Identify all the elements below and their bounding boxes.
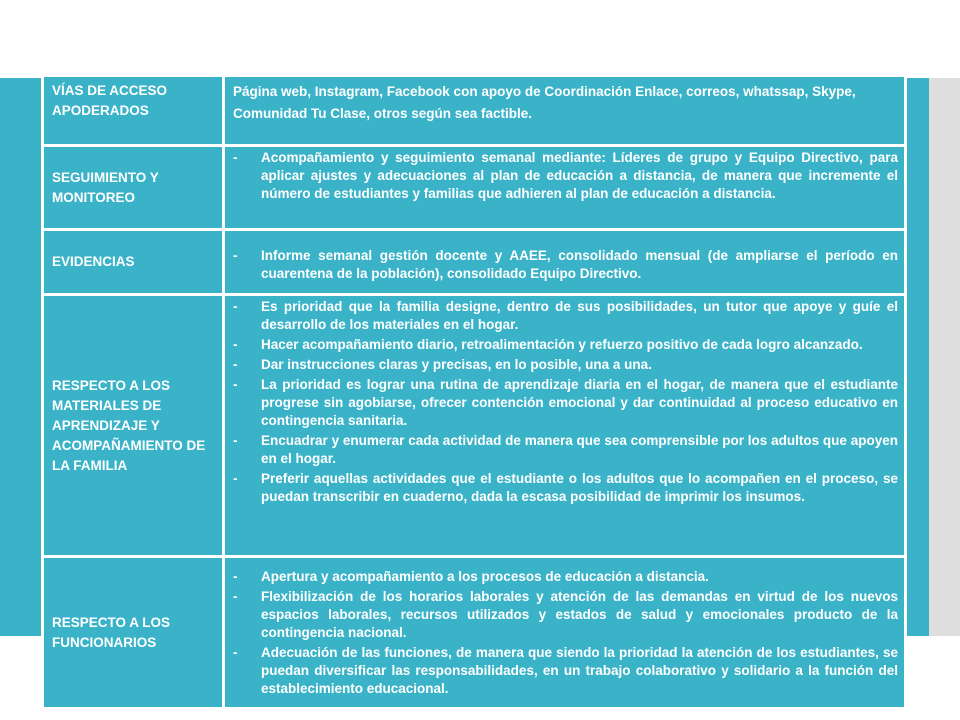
right-gray-band <box>929 78 960 636</box>
right-accent-band <box>907 78 929 636</box>
list-item: - Encuadrar y enumerar cada actividad de manera que sea comprensible por los adultos que apoyen en el hogar. <box>233 433 898 466</box>
left-accent-band <box>0 78 42 636</box>
row-content <box>224 295 906 557</box>
row-label: RESPECTO A LOS MATERIALES DE APRENDIZAJE Y ACOMPAÑAMIENTO DE LA FAMILIA <box>43 295 224 557</box>
plan-table <box>41 74 907 710</box>
list-item: - La prioridad es lograr una rutina de aprendizaje diaria en el hogar, de manera que el estudiante progrese sin agobiarse, ofrecer contención emocional y dar continuidad al proceso educativo en contingencia sanitaria. <box>233 377 898 428</box>
row-label: EVIDENCIAS <box>43 230 224 295</box>
row-label: VÍAS DE ACCESO APODERADOS <box>43 76 224 146</box>
row-label: RESPECTO A LOS FUNCIONARIOS <box>43 557 224 709</box>
table-row <box>43 295 906 557</box>
row-content <box>224 230 906 295</box>
table-row <box>43 557 906 709</box>
list-item: - Dar instrucciones claras y precisas, en lo posible, una a una. <box>233 357 652 372</box>
table-row <box>43 146 906 230</box>
list-item: - Adecuación de las funciones, de manera que siendo la prioridad la atención de los estudiantes, se puedan diversificar las responsabilidades, en un trabajo colaborativo y solidario a la función del establecimiento educacional. <box>233 645 898 696</box>
list-item: - Hacer acompañamiento diario, retroalimentación y refuerzo positivo de cada logro alcanzado. <box>233 337 863 352</box>
table-row <box>43 76 906 146</box>
list-item: - Apertura y acompañamiento a los procesos de educación a distancia. <box>233 569 709 584</box>
row-content <box>224 146 906 230</box>
list-item: - Preferir aquellas actividades que el estudiante o los adultos que lo acompañen en el proceso, se puedan transcribir en cuaderno, dada la escasa posibilidad de imprimir los insumos. <box>233 471 898 504</box>
list-item: - Es prioridad que la familia designe, dentro de sus posibilidades, un tutor que apoye y guíe el desarrollo de los materiales en el hogar. <box>233 299 898 332</box>
list-item: - Flexibilización de los horarios laborales y atención de las demandas en virtud de los nuevos espacios laborales, recursos utilizados y estados de salud y emocionales producto de la contingencia nacional. <box>233 589 898 640</box>
row-label: SEGUIMIENTO Y MONITOREO <box>43 146 224 230</box>
row-content: Página web, Instagram, Facebook con apoyo de Coordinación Enlace, correos, whatssap, Skype, Comunidad Tu Clase, otros según sea factible. <box>224 76 906 146</box>
list-item: - Acompañamiento y seguimiento semanal mediante: Líderes de grupo y Equipo Directivo, para aplicar ajustes y adecuaciones al plan de educación a distancia, de manera que incremente el número de estudiantes y familias que adhieren al plan de educación a distancia. <box>233 150 898 201</box>
list-item: - Informe semanal gestión docente y AAEE, consolidado mensual (de ampliarse el período en cuarentena de la población), consolidado Equipo Directivo. <box>233 248 898 281</box>
table-row <box>43 230 906 295</box>
row-content <box>224 557 906 709</box>
